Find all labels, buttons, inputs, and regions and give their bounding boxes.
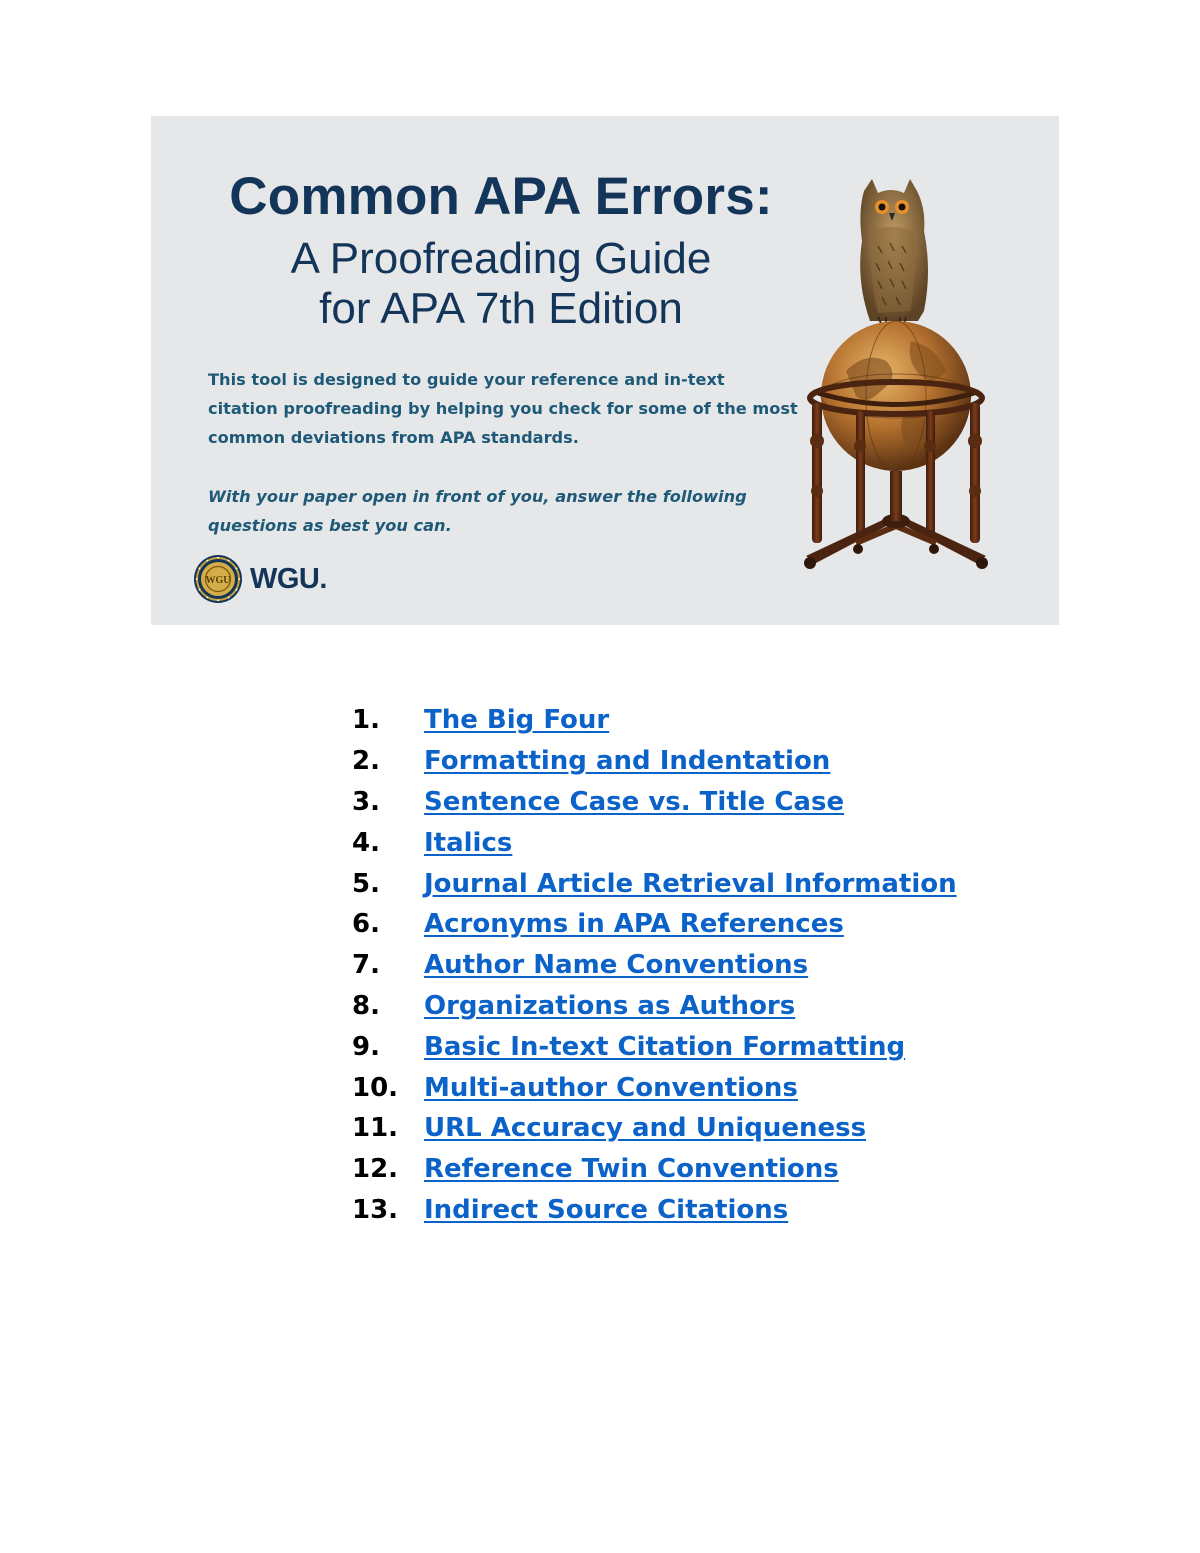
toc-number: 5. bbox=[352, 868, 380, 899]
toc-item bbox=[352, 986, 957, 1027]
toc-link-in-text-citation[interactable]: Basic In-text Citation Formatting bbox=[424, 1031, 906, 1062]
toc-link-journal-retrieval[interactable]: Journal Article Retrieval Information bbox=[424, 868, 957, 899]
toc-item bbox=[352, 700, 957, 741]
page-title: Common APA Errors: bbox=[229, 167, 773, 226]
toc-link-italics[interactable]: Italics bbox=[424, 827, 513, 858]
instructions-text: With your paper open in front of you, answer the following questions as best you can. bbox=[208, 487, 747, 535]
toc-item bbox=[352, 1190, 957, 1231]
toc-link-big-four[interactable]: The Big Four bbox=[424, 705, 610, 736]
toc-link-multi-author[interactable]: Multi-author Conventions bbox=[424, 1072, 798, 1103]
toc-number: 8. bbox=[352, 990, 380, 1021]
owl-on-globe-icon bbox=[786, 171, 1006, 591]
toc-item bbox=[352, 1026, 957, 1067]
subtitle-line-1: A Proofreading Guide bbox=[290, 234, 712, 283]
toc-item bbox=[352, 1067, 957, 1108]
toc-number: 9. bbox=[352, 1031, 380, 1062]
toc-number: 6. bbox=[352, 909, 380, 940]
wgu-logo-text: WGU. bbox=[250, 562, 327, 595]
toc-item bbox=[352, 822, 957, 863]
header-banner bbox=[151, 116, 1059, 625]
wgu-seal-icon bbox=[193, 554, 243, 604]
toc-item bbox=[352, 904, 957, 945]
toc-number: 12. bbox=[352, 1154, 399, 1185]
toc-number: 2. bbox=[352, 746, 380, 777]
toc-item bbox=[352, 782, 957, 823]
description-text: This tool is designed to guide your reference and in-text citation proofreading by helping you check for some of the most common deviations from APA standards. bbox=[208, 370, 798, 447]
toc-link-acronyms[interactable]: Acronyms in APA References bbox=[424, 909, 844, 940]
toc-item bbox=[352, 945, 957, 986]
toc-number: 3. bbox=[352, 786, 380, 817]
wgu-logo bbox=[193, 557, 327, 601]
toc-number: 7. bbox=[352, 950, 380, 981]
toc-link-reference-twin[interactable]: Reference Twin Conventions bbox=[424, 1154, 839, 1185]
toc-item bbox=[352, 1108, 957, 1149]
toc-link-author-names[interactable]: Author Name Conventions bbox=[424, 950, 809, 981]
table-of-contents bbox=[352, 700, 957, 1230]
toc-number: 13. bbox=[352, 1194, 399, 1225]
subtitle-line-2: for APA 7th Edition bbox=[319, 284, 683, 333]
toc-link-url-accuracy[interactable]: URL Accuracy and Uniqueness bbox=[424, 1113, 867, 1144]
toc-item bbox=[352, 741, 957, 782]
toc-number: 10. bbox=[352, 1072, 399, 1103]
toc-item bbox=[352, 1149, 957, 1190]
toc-number: 1. bbox=[352, 705, 380, 736]
toc-link-organizations[interactable]: Organizations as Authors bbox=[424, 990, 796, 1021]
toc-item bbox=[352, 863, 957, 904]
seal-monogram: WGU bbox=[205, 575, 231, 586]
toc-link-formatting-indentation[interactable]: Formatting and Indentation bbox=[424, 746, 831, 777]
toc-link-indirect-source[interactable]: Indirect Source Citations bbox=[424, 1194, 789, 1225]
toc-link-sentence-title-case[interactable]: Sentence Case vs. Title Case bbox=[424, 786, 845, 817]
toc-number: 11. bbox=[352, 1113, 399, 1144]
toc-number: 4. bbox=[352, 827, 380, 858]
